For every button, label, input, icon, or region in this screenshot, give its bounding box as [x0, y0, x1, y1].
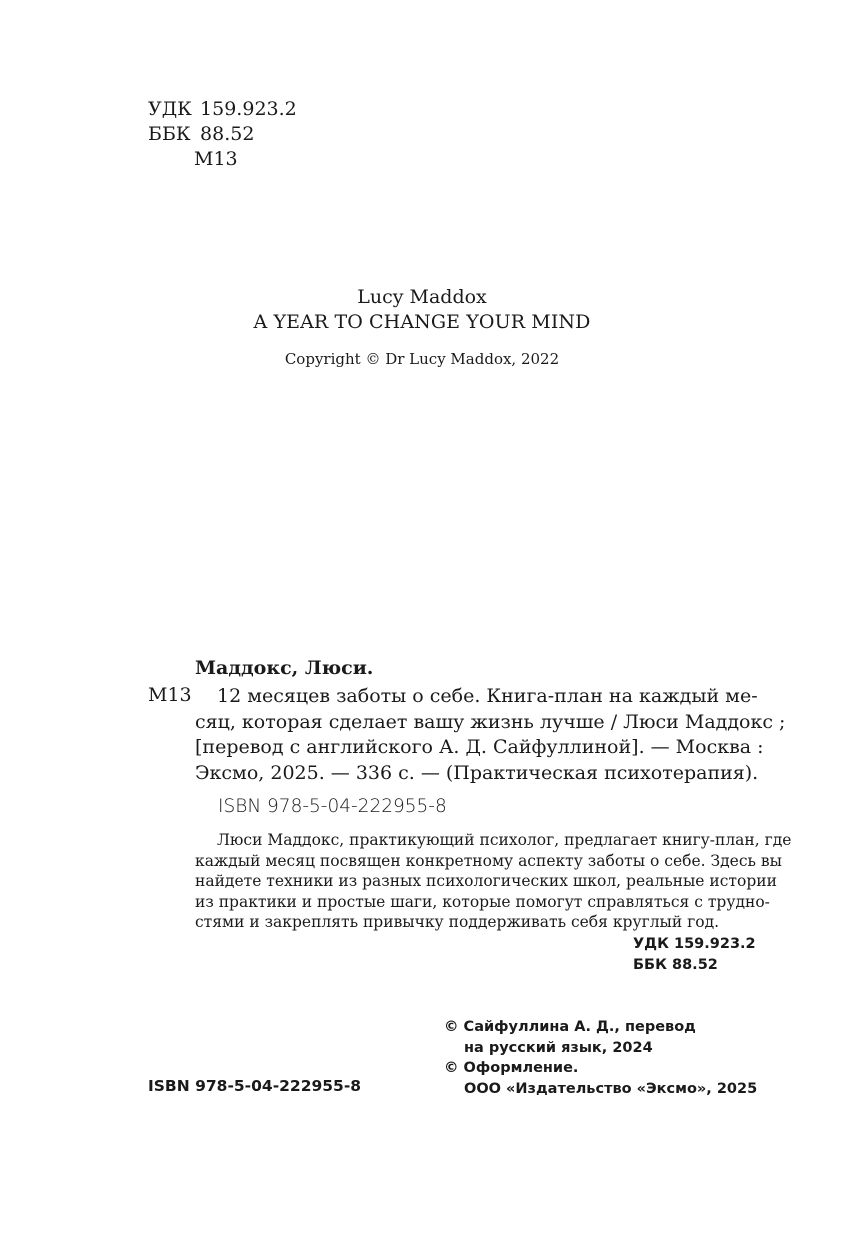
udk-label: УДК [148, 98, 192, 120]
card-description-line: сяц, которая сделает вашу жизнь лучше / Люси Маддокс ; [195, 710, 786, 733]
copyright-design-line1: © Оформление. [444, 1060, 579, 1076]
annotation-line: найдете техники из разных психологических школ, реальные истории [195, 872, 777, 890]
copyright-translation-line2: на русский язык, 2024 [464, 1039, 653, 1056]
original-author: Lucy Maddox [357, 286, 487, 308]
card-description-line: 12 месяцев заботы о себе. Книга-план на каждый ме- [217, 685, 758, 707]
annotation-line: стями и закреплять привычку поддерживать себя круглый год. [195, 913, 720, 931]
annotation-line: из практики и простые шаги, которые помогут справляться с трудно- [195, 892, 770, 911]
footer-isbn: ISBN 978-5-04-222955-8 [148, 1077, 362, 1095]
card-author-mark: М13 [148, 684, 192, 706]
copyright-translation-line1: © Сайфуллина А. Д., перевод [444, 1019, 696, 1035]
original-copyright: Copyright © Dr Lucy Maddox, 2022 [284, 350, 560, 368]
udk-value: 159.923.2 [200, 98, 297, 120]
card-description-line: Эксмо, 2025. — 336 с. — (Практическая психотерапия). [195, 761, 759, 784]
card-isbn: ISBN 978-5-04-222955-8 [218, 796, 447, 817]
udk-line [148, 97, 297, 121]
card-description-line: [перевод с английского А. Д. Сайфуллиной]. — Москва : [195, 736, 764, 758]
bbk-value: 88.52 [200, 123, 255, 145]
author-mark: М13 [194, 148, 238, 170]
card-author-heading: Маддокс, Люси. [195, 657, 374, 679]
card-bbk: ББК 88.52 [633, 957, 718, 973]
card-description [195, 684, 786, 786]
original-title: A YEAR TO CHANGE YOUR MIND [253, 311, 591, 333]
bbk-label: ББК [148, 123, 191, 145]
footer-copyright [444, 1017, 757, 1099]
copyright-design-line2: ООО «Издательство «Эксмо», 2025 [464, 1080, 758, 1097]
annotation-line: каждый месяц посвящен конкретному аспекту заботы о себе. Здесь вы [195, 851, 782, 870]
annotation-line: Люси Маддокс, практикующий психолог, предлагает книгу-план, где [217, 831, 792, 849]
annotation [195, 830, 792, 933]
bbk-line [148, 122, 254, 146]
card-udk: УДК 159.923.2 [633, 936, 756, 952]
